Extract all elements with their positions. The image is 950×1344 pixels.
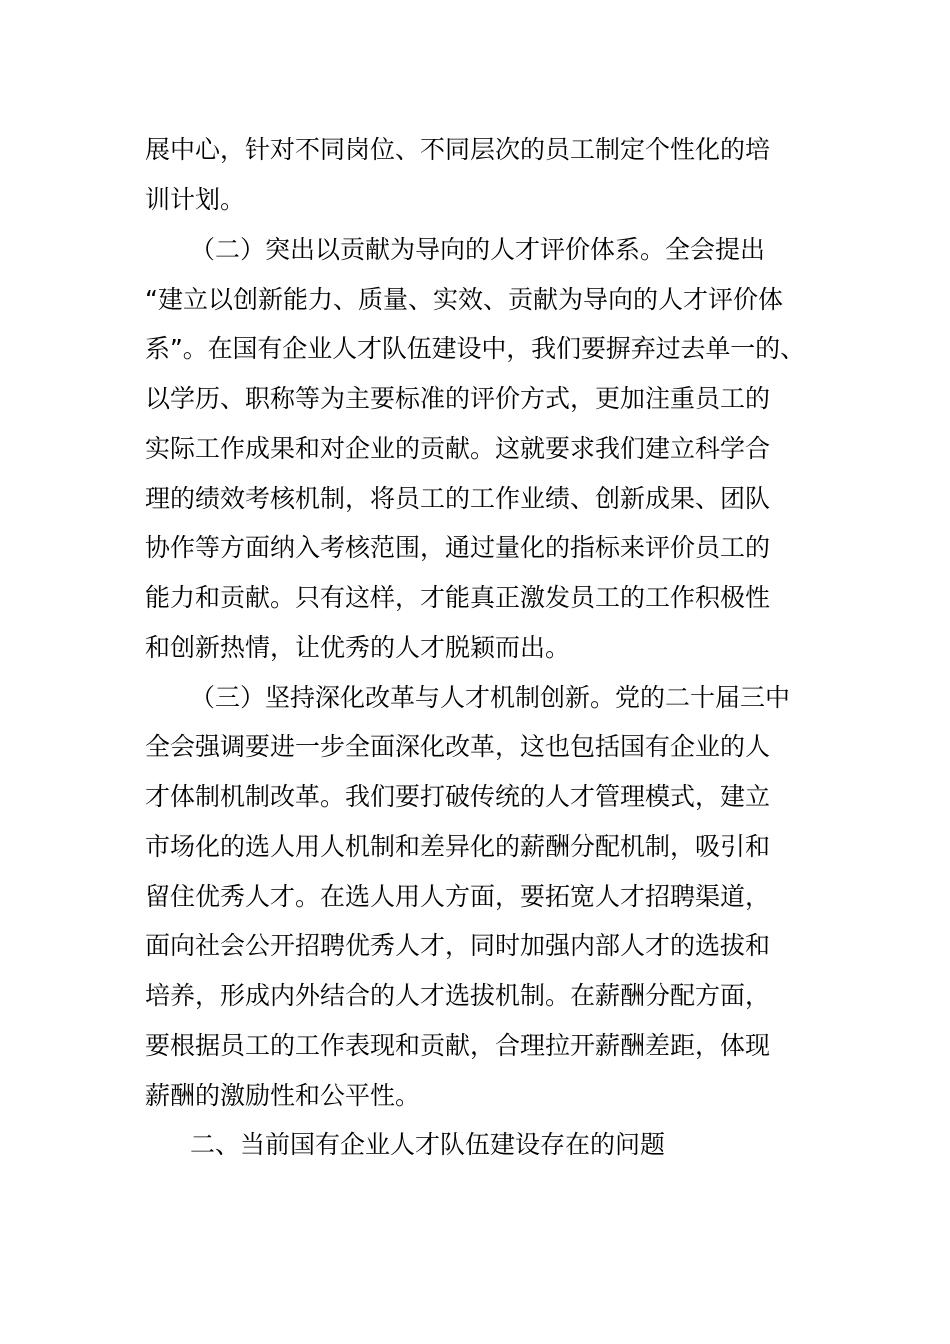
text-line: 以学历、职称等为主要标准的评价方式，更加注重员工的 <box>145 384 771 413</box>
text-line: 理的绩效考核机制，将员工的工作业绩、创新成果、团队 <box>145 484 771 513</box>
text-line: 全会强调要进一步全面深化改革，这也包括国有企业的人 <box>145 732 771 761</box>
text-line: “建立以创新能力、质量、实效、贡献为导向的人才评价体 <box>145 285 783 314</box>
text-line: 和创新热情，让优秀的人才脱颖而出。 <box>145 633 571 662</box>
section-heading-3: （三）坚持深化改革与人才机制创新。党的二十届三中 <box>190 683 791 712</box>
text-line: 能力和贡献。只有这样，才能真正激发员工的工作积极性 <box>145 583 771 612</box>
text-line: 才体制机制改革。我们要打破传统的人才管理模式，建立 <box>145 782 771 811</box>
text-line: 面向社会公开招聘优秀人才，同时加强内部人才的选拔和 <box>145 931 771 960</box>
text-line: 薪酬的激励性和公平性。 <box>145 1081 421 1110</box>
chapter-heading: 二、当前国有企业人才队伍建设存在的问题 <box>190 1130 666 1159</box>
text-line: 系”。在国有企业人才队伍建设中，我们要摒弃过去单一的、 <box>145 334 805 363</box>
text-line: 留住优秀人才。在选人用人方面，要拓宽人才招聘渠道， <box>145 882 771 911</box>
text-line: 展中心，针对不同岗位、不同层次的员工制定个性化的培 <box>145 135 771 164</box>
section-heading-2: （二）突出以贡献为导向的人才评价体系。全会提出 <box>190 235 766 264</box>
text-line: 市场化的选人用人机制和差异化的薪酬分配机制，吸引和 <box>145 832 771 861</box>
text-line: 培养，形成内外结合的人才选拔机制。在薪酬分配方面， <box>145 981 771 1010</box>
text-line: 实际工作成果和对企业的贡献。这就要求我们建立科学合 <box>145 434 771 463</box>
text-line: 要根据员工的工作表现和贡献，合理拉开薪酬差距，体现 <box>145 1031 771 1060</box>
text-line: 协作等方面纳入考核范围，通过量化的指标来评价员工的 <box>145 533 771 562</box>
text-line: 训计划。 <box>145 185 246 214</box>
